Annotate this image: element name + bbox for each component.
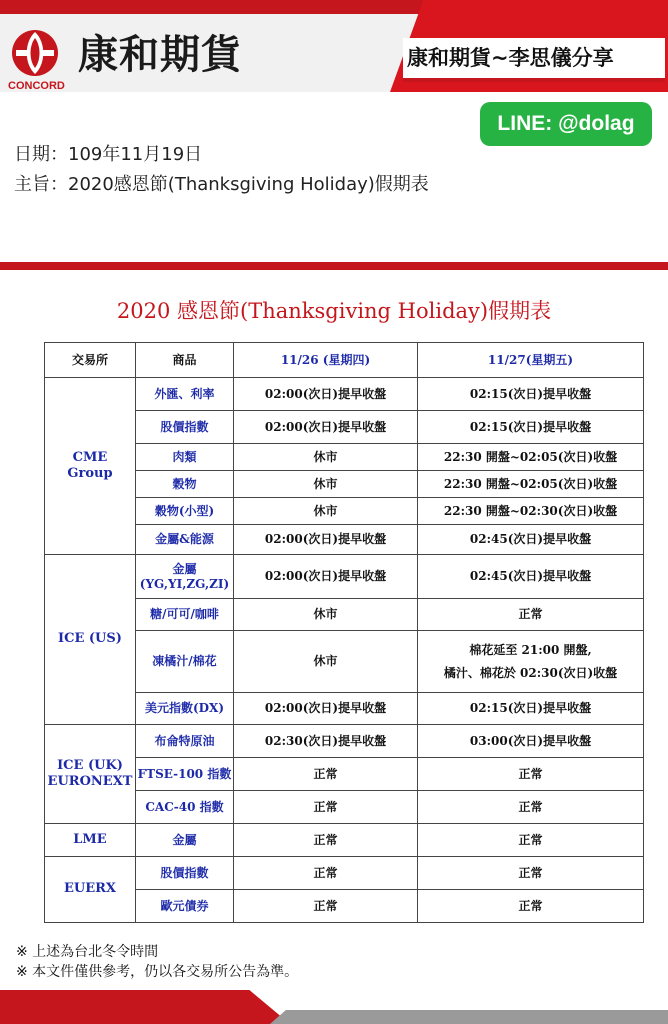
product-cell: 穀物	[136, 471, 234, 498]
table-row	[45, 725, 644, 758]
day1-cell: 休市	[234, 498, 418, 525]
day1-cell: 正常	[234, 758, 418, 791]
day1-cell: 02:00(次日)提早收盤	[234, 525, 418, 555]
notice-date: 日期：109年11月19日	[14, 144, 203, 165]
day2-cell: 正常	[418, 599, 644, 631]
table-header-row	[45, 343, 644, 378]
day2-cell: 02:15(次日)提早收盤	[418, 411, 644, 444]
exchange-ice-us: ICE (US)	[45, 555, 136, 725]
concord-logo	[8, 28, 268, 90]
day1-cell: 正常	[234, 890, 418, 923]
footer-red-band	[0, 990, 290, 1024]
day2-cell: 02:15(次日)提早收盤	[418, 693, 644, 725]
day2-cell: 正常	[418, 890, 644, 923]
footnote-line: ※ 本文件僅供參考，仍以各交易所公告為準。	[16, 964, 299, 980]
product-cell: 股價指數	[136, 411, 234, 444]
product-label-line: 金屬	[172, 561, 197, 576]
product-label-line: (YG,YI,ZG,ZI)	[139, 576, 230, 591]
product-cell: 歐元債券	[136, 890, 234, 923]
product-cell: 外匯、利率	[136, 378, 234, 411]
exchange-label-line: CME	[72, 449, 108, 465]
notice-subject: 主旨：2020感恩節(Thanksgiving Holiday)假期表	[14, 174, 429, 195]
product-cell: 糖/可可/咖啡	[136, 599, 234, 631]
day2-cell: 22:30 開盤~02:05(次日)收盤	[418, 444, 644, 471]
day1-cell: 休市	[234, 471, 418, 498]
product-cell: 美元指數(DX)	[136, 693, 234, 725]
header-product: 商品	[136, 343, 234, 378]
day2-line: 橘汁、棉花於 02:30(次日)收盤	[443, 665, 618, 680]
product-cell: 金屬&能源	[136, 525, 234, 555]
day1-cell: 02:00(次日)提早收盤	[234, 555, 418, 599]
day2-cell: 正常	[418, 791, 644, 824]
exchange-label-line: ICE (UK)	[57, 757, 123, 773]
day2-cell: 正常	[418, 824, 644, 857]
day1-cell: 休市	[234, 444, 418, 471]
table-row	[45, 857, 644, 890]
holiday-schedule-table	[44, 342, 644, 923]
day2-cell: 02:45(次日)提早收盤	[418, 525, 644, 555]
product-cell: 布侖特原油	[136, 725, 234, 758]
section-divider	[0, 262, 668, 270]
day1-cell: 正常	[234, 791, 418, 824]
concord-globe-icon	[10, 28, 60, 78]
day2-cell: 02:15(次日)提早收盤	[418, 378, 644, 411]
day1-cell: 02:00(次日)提早收盤	[234, 378, 418, 411]
day2-cell: 22:30 開盤~02:30(次日)收盤	[418, 498, 644, 525]
logo-wordmark: 康和期貨	[78, 32, 242, 78]
product-cell: 凍橘汁/棉花	[136, 631, 234, 693]
day2-cell: 03:00(次日)提早收盤	[418, 725, 644, 758]
logo-subtitle: CONCORD	[8, 80, 65, 92]
exchange-lme: LME	[45, 824, 136, 857]
product-cell: 股價指數	[136, 857, 234, 890]
day1-cell: 正常	[234, 824, 418, 857]
exchange-ice-uk	[45, 725, 136, 824]
footnotes	[16, 942, 298, 982]
day1-cell: 正常	[234, 857, 418, 890]
header-day2: 11/27(星期五)	[418, 343, 644, 378]
line-id-badge[interactable]: LINE: @dolag	[480, 102, 652, 146]
product-cell: 肉類	[136, 444, 234, 471]
day2-cell	[418, 631, 644, 693]
product-cell	[136, 555, 234, 599]
exchange-eurex: EUERX	[45, 857, 136, 923]
day1-cell: 休市	[234, 599, 418, 631]
day1-cell: 休市	[234, 631, 418, 693]
footer-grey-band	[270, 1010, 668, 1024]
day2-cell: 正常	[418, 857, 644, 890]
footnote-line: ※ 上述為台北冬令時間	[16, 944, 159, 960]
header-exchange: 交易所	[45, 343, 136, 378]
product-cell: FTSE-100 指數	[136, 758, 234, 791]
table-row	[45, 378, 644, 411]
share-banner	[403, 38, 665, 82]
product-cell: 穀物(小型)	[136, 498, 234, 525]
day1-cell: 02:00(次日)提早收盤	[234, 693, 418, 725]
product-cell: CAC-40 指數	[136, 791, 234, 824]
product-cell: 金屬	[136, 824, 234, 857]
exchange-cme	[45, 378, 136, 555]
table-row	[45, 555, 644, 599]
day2-line: 棉花延至 21:00 開盤,	[469, 642, 592, 657]
day2-cell: 02:45(次日)提早收盤	[418, 555, 644, 599]
exchange-label-line: Group	[67, 466, 113, 481]
table-title: 2020 感恩節(Thanksgiving Holiday)假期表	[116, 299, 552, 323]
day1-cell: 02:00(次日)提早收盤	[234, 411, 418, 444]
table-row	[45, 824, 644, 857]
share-label: 康和期貨~李思儀分享	[407, 46, 614, 70]
day2-cell: 22:30 開盤~02:05(次日)收盤	[418, 471, 644, 498]
exchange-label-line: EURONEXT	[47, 774, 133, 789]
header-day1: 11/26 (星期四)	[234, 343, 418, 378]
day2-cell: 正常	[418, 758, 644, 791]
day1-cell: 02:30(次日)提早收盤	[234, 725, 418, 758]
